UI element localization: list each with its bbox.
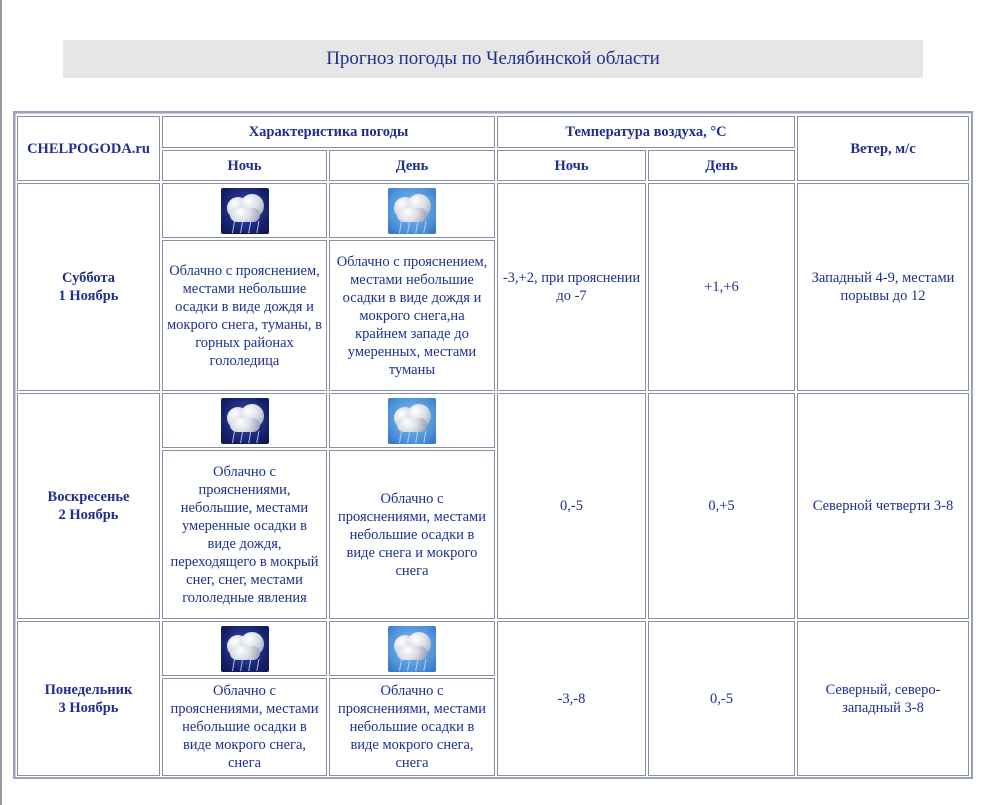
row-2-temp-night: 0,-5 xyxy=(497,393,646,619)
row-1-date: Суббота 1 Ноябрь xyxy=(17,183,160,391)
row-1-wind: Западный 4-9, местами порывы до 12 xyxy=(797,183,969,391)
row-3-night-description: Облачно с прояснениями, местами небольшие осадки в виде мокрого снега, снега xyxy=(162,678,327,776)
row-1-day-description: Облачно с прояснением, местами небольшие осадки в виде дождя и мокрого снега,на крайнем западе до умеренных, местами туманы xyxy=(329,240,495,391)
rain-snow-cloud-night-icon xyxy=(221,626,269,672)
rain-snow-cloud-night-icon xyxy=(221,398,269,444)
wind-header: Ветер, м/с xyxy=(797,116,969,181)
weather-night-header: Ночь xyxy=(162,150,327,181)
row-2-wind: Северной четверти 3-8 xyxy=(797,393,969,619)
site-name-header: CHELPOGODA.ru xyxy=(17,116,160,181)
row-3-day-description: Облачно с прояснениями, местами небольшие осадки в виде мокрого снега, снега xyxy=(329,678,495,776)
row-3-wind: Северный, северо-западный 3-8 xyxy=(797,621,969,776)
row-1-night-icon-cell xyxy=(162,183,327,238)
weather-characteristics-header: Характеристика погоды xyxy=(162,116,495,148)
air-temperature-header: Температура воздуха, °C xyxy=(497,116,795,148)
row-1-day-icon-cell xyxy=(329,183,495,238)
row-1-temp-day: +1,+6 xyxy=(648,183,795,391)
row-3-date: Понедельник 3 Ноябрь xyxy=(17,621,160,776)
row-3-night-icon-cell xyxy=(162,621,327,676)
row-2-night-description: Облачно с прояснениями, небольшие, местами умеренные осадки в виде дождя, переходящего в мокрый снег, снег, местами гололедные явления xyxy=(162,450,327,619)
page-title: Прогноз погоды по Челябинской области xyxy=(63,40,923,78)
rain-snow-cloud-day-icon xyxy=(388,626,436,672)
rain-snow-cloud-night-icon xyxy=(221,188,269,234)
row-2-temp-day: 0,+5 xyxy=(648,393,795,619)
row-3-temp-day: 0,-5 xyxy=(648,621,795,776)
row-2-day-description: Облачно с прояснениями, местами небольшие осадки в виде снега и мокрого снега xyxy=(329,450,495,619)
temp-night-header: Ночь xyxy=(497,150,646,181)
row-1-temp-night: -3,+2, при прояснении до -7 xyxy=(497,183,646,391)
rain-snow-cloud-day-icon xyxy=(388,188,436,234)
row-3-day-icon-cell xyxy=(329,621,495,676)
weather-day-header: День xyxy=(329,150,495,181)
row-2-date: Воскресенье 2 Ноябрь xyxy=(17,393,160,619)
temp-day-header: День xyxy=(648,150,795,181)
row-1-night-description: Облачно с прояснением, местами небольшие осадки в виде дождя и мокрого снега, туманы, в горных районах гололедица xyxy=(162,240,327,391)
row-3-temp-night: -3,-8 xyxy=(497,621,646,776)
window-left-border xyxy=(0,0,2,805)
row-2-night-icon-cell xyxy=(162,393,327,448)
snow-cloud-day-icon xyxy=(388,398,436,444)
row-2-day-icon-cell xyxy=(329,393,495,448)
